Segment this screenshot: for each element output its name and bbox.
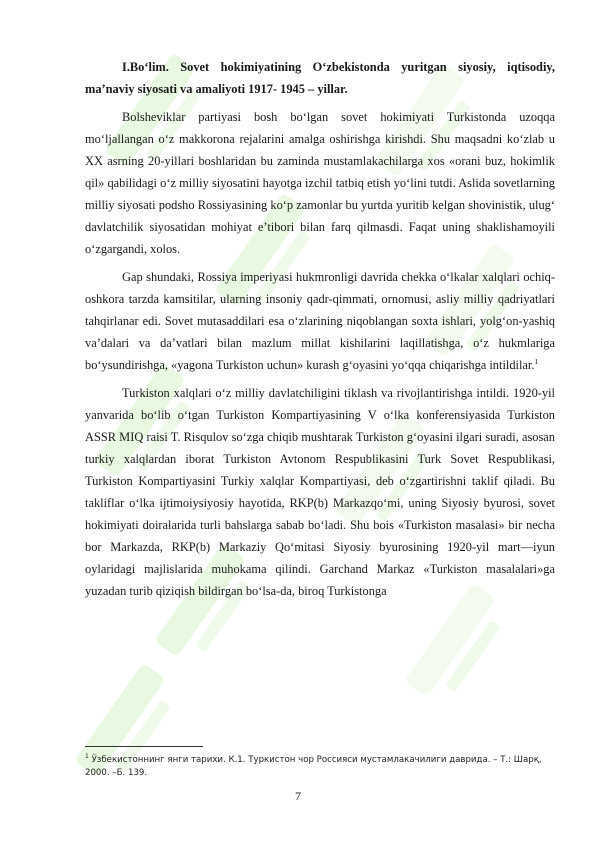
- footnote: [85, 750, 555, 780]
- footnote-text: Ўзбекистоннинг янги тарихи. К.1. Туркистон чор Россияси мустамлакачилиги даврида. – Т.: Шарқ, 2000. –Б. 139.: [85, 754, 542, 778]
- page-number: 7: [295, 789, 301, 803]
- footnote-separator: [85, 746, 203, 747]
- paragraph-3: Turkiston xalqlari o‘z milliy davlatchiligini tiklash va rivojlantirishga intildi. 1920-yil yanvarida bo‘lib o‘tgan Turkiston Kompartiyasining V o‘lka konferensiyasida Turkiston ASSR MIQ raisi T. Risqulov so‘zga chiqib mushtarak Turkiston g‘oyasini ilgari suradi, asosan turkiy xalqlardan iborat Turkiston Avtonom Respublikasini Turk Sovet Respublikasi, Turkiston Kompartiyasini Turkiy xalqlar Kompartiyasi, deb o‘zgartirishni taklif qiladi. Bu takliflar o‘lka ijtimoiysiyosiy hayotida, RKP(b) Markazqo‘mi, uning Siyosiy byurosi, sovet hokimiyati doiralarida turli bahslarga sabab bo‘ladi. Shu bois «Turkiston masalasi» bir necha bor Markazda, RKP(b) Markaziy Qo‘mitasi Siyosiy byurosining 1920-yil mart—iyun oylaridagi majlislarida muhokama qilindi. Garchand Markaz «Turkiston masalalari»ga yuzadan turib qiziqish bildirgan bo‘lsa-da, biroq Turkistonga: [85, 386, 555, 598]
- page-content: [85, 56, 555, 608]
- footnote-marker: 1: [85, 753, 89, 760]
- section-heading: I.Bo‘lim. Sovet hokimiyatining O‘zbekistonda yuritgan siyosiy, iqtisodiy, ma’naviy siyosati va amaliyoti 1917- 1945 – yillar.: [85, 60, 555, 96]
- paragraph-2: [85, 266, 555, 376]
- footnote-reference[interactable]: 1: [534, 356, 539, 366]
- paragraph-1: Bolsheviklar partiyasi bosh bo‘lgan sovet hokimiyati Turkistonda uzoqqa mo‘ljallangan o‘z makkorona rejalarini amalga oshirishga kirishdi. Shu maqsadni ko‘zlab u XX asrning 20-yillari boshlaridan bu zaminda mustamlakachilarga xos «orani buz, hokimlik qil» qabilidagi o‘z milliy siyosatini hayotga izchil tatbiq etish yo‘lini tutdi. Aslida sovetlarning milliy siyosati podsho Rossiyasining ko‘p zamonlar bu yurtda yuritib kelgan shovinistik, ulug‘ davlatchilik siyosatidan mohiyat e’tibori bilan farq qilmasdi. Faqat uning shaklishamoyili o‘zgargandi, xolos.: [85, 110, 555, 256]
- paragraph-2-text: Gap shundaki, Rossiya imperiyasi hukmronligi davrida chekka o‘lkalar xalqlari ochiq-oshkora tarzda kamsitilar, ularning insoniy qadr-qimmati, ornomusi, asliy milliy qadriyatlari tahqirlanar edi. Sovet mutasaddilari esa o‘zlarining niqoblangan soxta ishlari, yolg‘on-yashiq va’dalari va da’vatlari bilan mazlum millat kishilarini laqillatishga, o‘z hukmlariga bo‘ysundirishga, «yagona Turkiston uchun» kurash g‘oyasini yo‘qqa chiqarishga intildilar.: [85, 270, 555, 372]
